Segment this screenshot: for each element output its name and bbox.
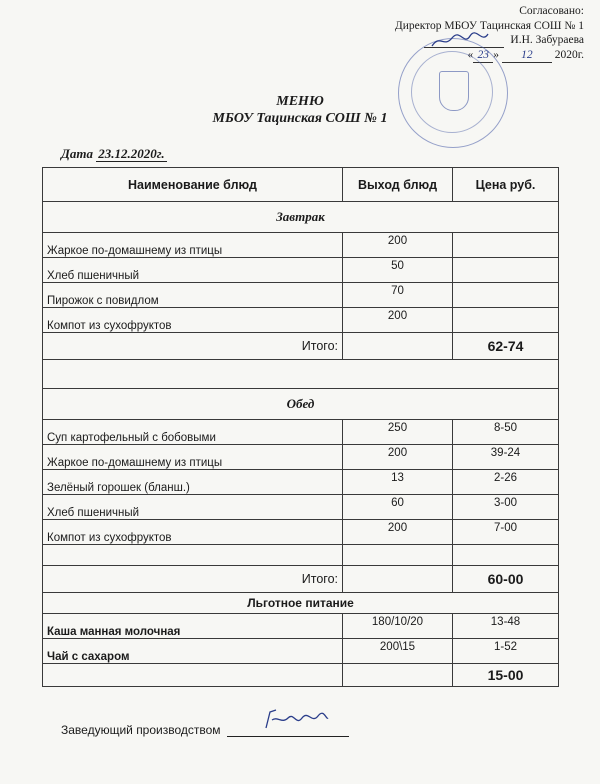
menu-date (61, 146, 167, 162)
table-row: Суп картофельный с бобовыми 250 8-50 (43, 420, 559, 445)
table-row: Хлеб пшеничный 50 (43, 258, 559, 283)
menu-table (42, 167, 559, 687)
table-row: Чай с сахаром 200\15 1-52 (43, 639, 559, 664)
breakfast-total: 62-74 (453, 333, 559, 360)
page-title: МЕНЮ (276, 94, 324, 109)
page-subtitle: МБОУ Тацинская СОШ № 1 (212, 111, 388, 126)
approval-name: И.Н. Забураева (510, 34, 584, 46)
benefit-total-row (43, 664, 559, 687)
approval-year: 2020г. (554, 48, 584, 61)
section-title: Льготное питание (43, 593, 559, 614)
total-label: Итого: (43, 333, 343, 360)
column-header-price: Цена руб. (453, 168, 559, 202)
column-header-name: Наименование блюд (43, 168, 343, 202)
footer-label: Заведующий производством (61, 723, 221, 737)
section-lunch (43, 389, 559, 420)
section-title: Завтрак (43, 202, 559, 233)
table-row: Жаркое по-домашнему из птицы 200 (43, 233, 559, 258)
spacer-row (43, 360, 559, 389)
menu-date-label: Дата (61, 146, 93, 161)
lunch-total-row (43, 566, 559, 593)
approval-date: « 23 » 12 2020г. (324, 48, 584, 64)
table-row: Компот из сухофруктов 200 7-00 (43, 520, 559, 545)
section-breakfast (43, 202, 559, 233)
table-header (43, 168, 559, 202)
approval-month: 12 (502, 48, 552, 64)
menu-date-value: 23.12.2020г. (98, 146, 165, 161)
director-signature-icon (430, 30, 490, 52)
table-row: Зелёный горошек (бланш.) 13 2-26 (43, 470, 559, 495)
breakfast-total-row (43, 333, 559, 360)
table-row: Пирожок с повидлом 70 (43, 283, 559, 308)
table-row: Хлеб пшеничный 60 3-00 (43, 495, 559, 520)
section-title: Обед (43, 389, 559, 420)
approval-agreed: Согласовано: (519, 5, 584, 17)
table-row: Жаркое по-домашнему из птицы 200 39-24 (43, 445, 559, 470)
table-row: Компот из сухофруктов 200 (43, 308, 559, 333)
benefit-total: 15-00 (453, 664, 559, 687)
table-row: Каша манная молочная 180/10/20 13-48 (43, 614, 559, 639)
section-benefit (43, 593, 559, 614)
manager-signature-icon (262, 706, 330, 732)
approval-day: 23 (473, 48, 493, 64)
approval-position: Директор МБОУ Тацинская СОШ № 1 (394, 19, 584, 32)
official-stamp (398, 38, 508, 148)
lunch-total: 60-00 (453, 566, 559, 593)
total-label: Итого: (43, 566, 343, 593)
column-header-output: Выход блюд (343, 168, 453, 202)
spacer-row (43, 545, 559, 566)
